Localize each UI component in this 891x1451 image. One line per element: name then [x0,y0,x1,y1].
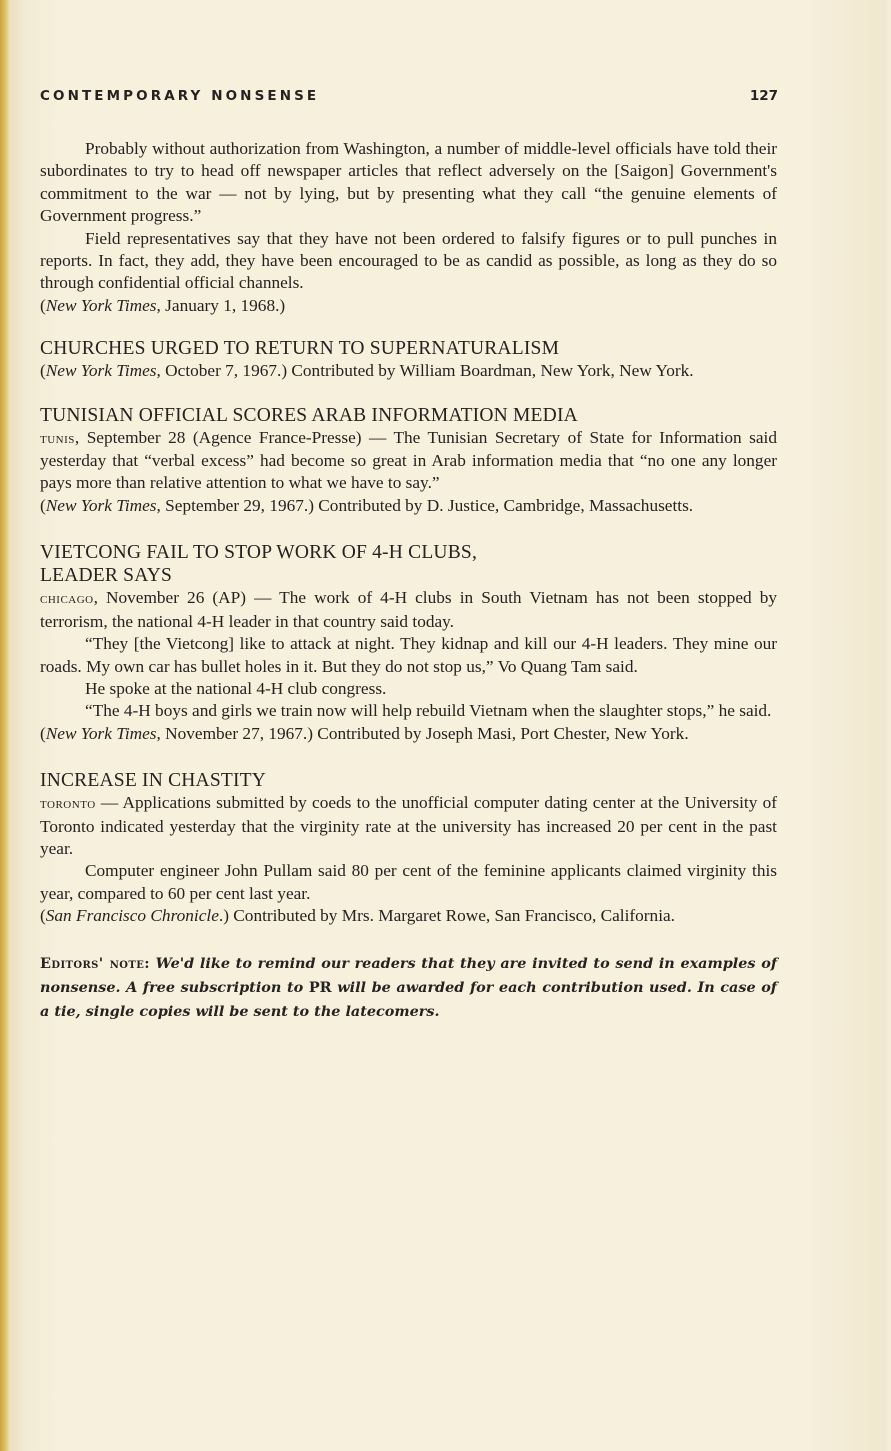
citation-details: .) Contributed by Mrs. Margaret Rowe, San Francisco, California. [218,906,675,926]
dateline: toronto [40,795,96,813]
running-head: CONTEMPORARY NONSENSE [40,88,320,104]
citation-details: , October 7, 1967.) Contributed by William Boardman, New York, New York. [156,361,694,381]
headline: TUNISIAN OFFICIAL SCORES ARAB INFORMATION MEDIA [40,404,578,426]
citation: (New York Times, November 27, 1967.) Contributed by Joseph Masi, Port Chester, New York. [40,723,689,743]
citation-source: New York Times [45,361,157,381]
citation: (New York Times, January 1, 1968.) [40,295,286,315]
paragraph: “The 4-H boys and girls we train now will help rebuild Vietnam when the slaughter stops,” he said. [85,701,772,721]
dateline: chicago [40,590,94,608]
citation-details: , September 29, 1967.) Contributed by D. Justice, Cambridge, Massachusetts. [156,495,694,515]
headline: CHURCHES URGED TO RETURN TO SUPERNATURALISM [40,338,560,360]
citation: (New York Times, October 7, 1967.) Contributed by William Boardman, New York, New York. [40,361,694,381]
page-body [40,138,777,1024]
page-number: 127 [749,88,778,104]
item-government-progress [40,138,777,317]
citation-source: San Francisco Chronicle [45,906,219,926]
citation-source: New York Times [45,295,157,315]
headline: VIETCONG FAIL TO STOP WORK OF 4-H CLUBS, LEADER SAYS [40,542,478,587]
paragraph: Probably without authorization from Washington, a number of middle-level officials have told their subordinates to try to head off newspaper articles that reflect adversely on the [Saigon] Government's commitment to the war — not by lying, but by presenting what they call “the genuine elements of Government progress.” [40,139,777,226]
paragraph: He spoke at the national 4-H club congress. [85,678,387,698]
editors-note: Editors' note: We'd like to remind our readers that they are invited to send in examples of nonsense. A free subscription to PR will be awarded for each contribution used. In case of a tie, single copies will be sent to the latecomers. [40,954,778,1020]
citation-source: New York Times [45,723,157,743]
item-arab-information-media [40,404,777,518]
paragraph: toronto — Applications submitted by coeds to the unofficial computer dating center at the University of Toronto indicated yesterday that the virginity rate at the university has increased 20 per cent in the past year. [40,793,777,858]
citation-details: , January 1, 1968.) [156,295,286,315]
citation: (San Francisco Chronicle.) Contributed by Mrs. Margaret Rowe, San Francisco, California. [40,906,675,926]
item-supernaturalism [40,337,777,382]
paragraph: tunis, September 28 (Agence France-Presse) — The Tunisian Secretary of State for Information said yesterday that “verbal excess” had become so great in Arab information media that “no one any longer pays more than relative attention to what we have to say.” [40,427,777,493]
paragraph: Field representatives say that they have not been ordered to falsify figures or to pull punches in reports. In fact, they add, they have been encouraged to be as candid as possible, as long as they do so through confidential official channels. [40,228,777,293]
editors-note-label: Editors' note: [40,954,150,972]
dateline: tunis [40,429,75,447]
item-chastity [40,769,777,927]
item-4h-clubs [40,541,777,745]
paragraph: “They [the Vietcong] like to attack at night. They kidnap and kill our 4-H leaders. They mine our roads. My own car has bullet holes in it. But they do not stop us,” Vo Quang Tam said. [40,634,777,676]
page-header [40,88,778,110]
paragraph: Computer engineer John Pullam said 80 per cent of the feminine applicants claimed virginity this year, compared to 60 per cent last year. [40,861,777,903]
page-spine-edge [0,0,9,1451]
citation: (New York Times, September 29, 1967.) Contributed by D. Justice, Cambridge, Massachusetts. [40,495,694,515]
citation-details: , November 27, 1967.) Contributed by Joseph Masi, Port Chester, New York. [156,723,689,743]
citation-source: New York Times [45,495,157,515]
page-right-edge [883,0,891,1451]
paragraph: chicago, November 26 (AP) — The work of 4-H clubs in South Vietnam has not been stopped by terrorism, the national 4-H leader in that country said today. [40,588,777,631]
headline: INCREASE IN CHASTITY [40,770,267,792]
publication-abbreviation: PR [308,978,332,996]
